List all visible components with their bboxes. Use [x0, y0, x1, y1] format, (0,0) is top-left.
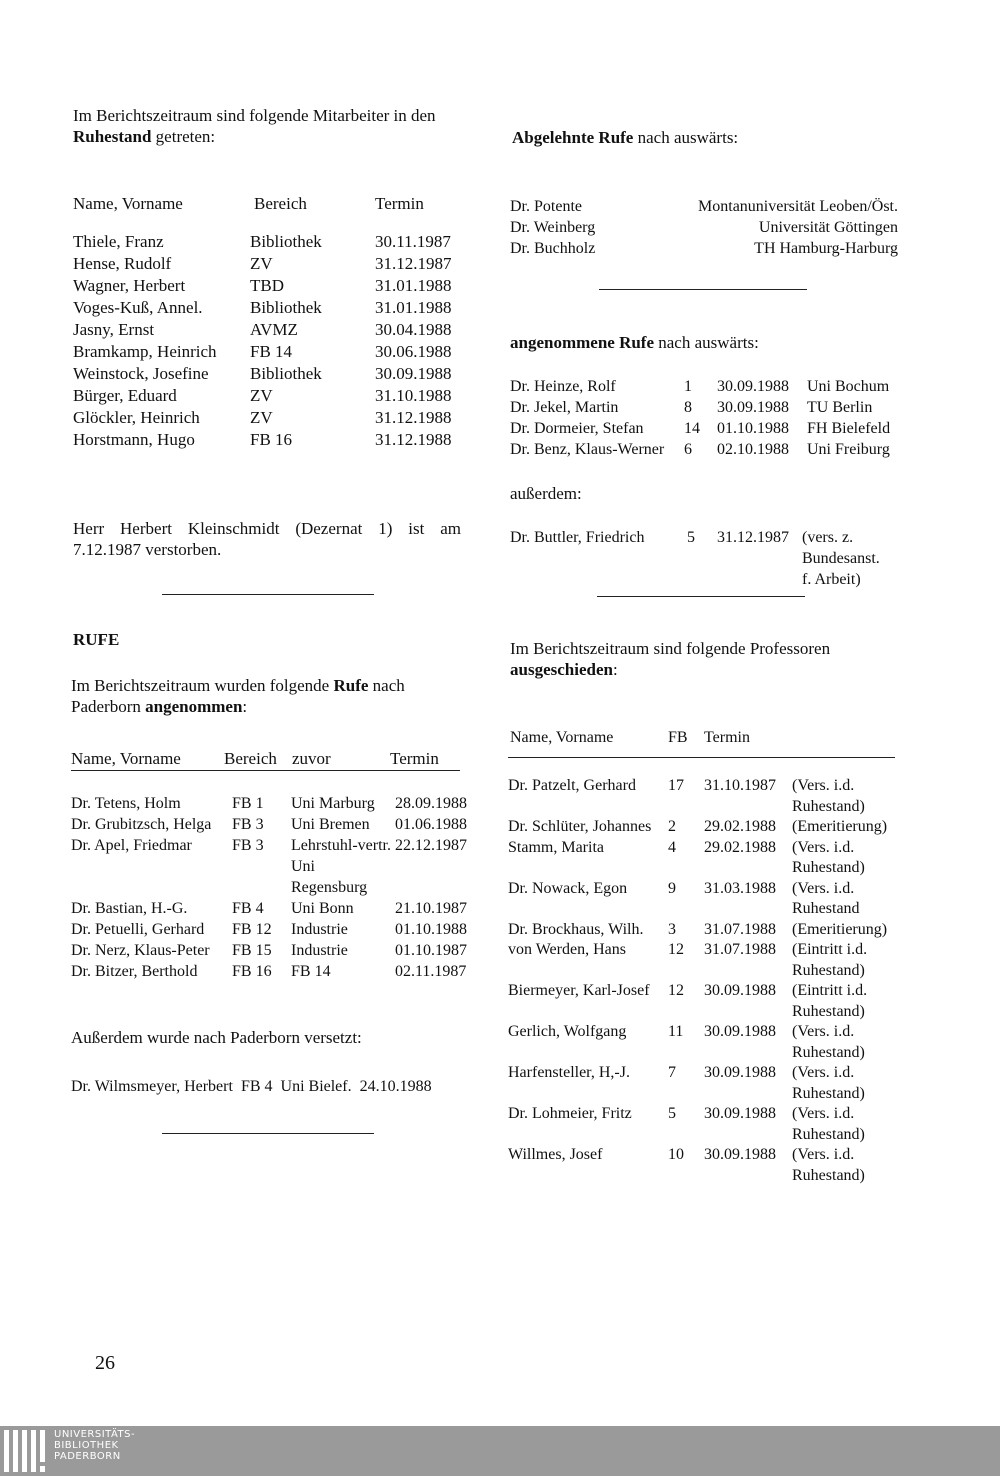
rufe-header-name: Name, Vorname	[71, 749, 181, 768]
professors-table	[508, 776, 900, 1186]
angenommen-table	[510, 376, 890, 460]
rufe-header-termin: Termin	[390, 749, 439, 768]
page-number: 26	[95, 1352, 115, 1374]
versetzt-row: Dr. Wilmsmeyer, Herbert FB 4 Uni Bielef. 24.10.1988	[71, 1078, 432, 1095]
table-row: Bürger, Eduard ZV 31.10.1988	[73, 386, 452, 405]
table-row: Wagner, Herbert TBD 31.01.1988	[73, 276, 452, 295]
table-row: Dr. Nowack, Egon 9 31.03.1988 (Vers. i.d. Ruhestand	[508, 879, 860, 917]
divider	[599, 289, 807, 290]
table-row: Willmes, Josef 10 30.09.1988 (Vers. i.d. Ruhestand)	[508, 1146, 865, 1184]
abgelehnt-name: Dr. Potente	[510, 198, 582, 215]
table-row: Dr. Petuelli, Gerhard FB 12 Industrie 01.10.1988	[71, 921, 467, 938]
abgelehnt-name: Dr. Weinberg	[510, 219, 596, 236]
table-row: Stamm, Marita 4 29.02.1988 (Vers. i.d. Ruhestand)	[508, 838, 865, 876]
table-row: Dr. Benz, Klaus-Werner 6 02.10.1988 Uni Freiburg	[510, 441, 890, 458]
table-row: Dr. Schlüter, Johannes 2 29.02.1988 (Emeritierung)	[508, 818, 888, 835]
abgelehnt-name: Dr. Buchholz	[510, 240, 596, 257]
table-row: Jasny, Ernst AVMZ 30.04.1988	[73, 320, 452, 339]
professors-header-fb: FB	[668, 729, 688, 746]
table-row: Dr. Nerz, Klaus-Peter FB 15 Industrie 01.10.1987	[71, 942, 467, 959]
table-row: Gerlich, Wolfgang 11 30.09.1988 (Vers. i.d. Ruhestand)	[508, 1023, 865, 1061]
header-name: Name, Vorname	[73, 194, 183, 213]
table-header	[73, 193, 468, 231]
library-logo-text: UNIVERSITÄTS- BIBLIOTHEK PADERBORN	[54, 1429, 136, 1462]
table-row: Dr. Bitzer, Berthold FB 16 FB 14 02.11.1987	[71, 963, 467, 980]
abgelehnt-place: Montanuniversität Leoben/Öst.	[698, 198, 898, 215]
table-row: Thiele, Franz Bibliothek 30.11.1987	[73, 232, 451, 251]
table-row: Dr. Brockhaus, Wilh. 3 31.07.1988 (Emeritierung)	[508, 920, 888, 938]
death-note: Herr Herbert Kleinschmidt (Dezernat 1) ist am 7.12.1987 verstorben.	[73, 519, 461, 559]
header-bereich: Bereich	[254, 194, 307, 213]
table-row: Bramkamp, Heinrich FB 14 30.06.1988	[73, 342, 452, 361]
table-row: Dr. Dormeier, Stefan 14 01.10.1988 FH Bielefeld	[510, 420, 891, 437]
rufe-header-rule	[71, 770, 460, 771]
table-row: Dr. Jekel, Martin 8 30.09.1988 TU Berlin	[510, 399, 873, 416]
table-row: Dr. Tetens, Holm FB 1 Uni Marburg 28.09.1988	[71, 795, 467, 812]
table-row: Dr. Patzelt, Gerhard 17 31.10.1987 (Vers. i.d. Ruhestand)	[508, 777, 865, 815]
rufe-header-bereich: Bereich	[224, 749, 277, 768]
header-termin: Termin	[375, 194, 424, 213]
table-row: Dr. Lohmeier, Fritz 5 30.09.1988 (Vers. i.d. Ruhestand)	[508, 1105, 865, 1143]
retirement-table	[73, 193, 468, 451]
table-row: Biermeyer, Karl-Josef 12 30.09.1988 (Eintritt i.d. Ruhestand)	[508, 982, 868, 1020]
table-row: Dr. Bastian, H.-G. FB 4 Uni Bonn 21.10.1987	[71, 900, 467, 917]
table-row: Voges-Kuß, Annel. Bibliothek 31.01.1988	[73, 298, 452, 317]
angenommen-heading: angenommene Rufe nach auswärts:	[510, 333, 759, 352]
table-row: Harfensteller, H,-J. 7 30.09.1988 (Vers. i.d. Ruhestand)	[508, 1064, 865, 1102]
retirement-intro: Im Berichtszeitraum sind folgende Mitarbeiter in den Ruhestand getreten:	[73, 106, 436, 146]
abgelehnt-heading: Abgelehnte Rufe nach auswärts:	[512, 128, 739, 147]
rufe-heading: RUFE	[73, 630, 120, 649]
ausserdem-label: außerdem:	[510, 484, 582, 503]
table-row: Horstmann, Hugo FB 16 31.12.1988	[73, 430, 452, 449]
table-row: Glöckler, Heinrich ZV 31.12.1988	[73, 408, 452, 427]
table-row: Dr. Buttler, Friedrich 5 31.12.1987 (vers. z. Bundesanst. f. Arbeit)	[510, 529, 880, 588]
abgelehnt-place: TH Hamburg-Harburg	[754, 240, 898, 257]
divider	[162, 1133, 374, 1134]
rufe-table	[71, 793, 467, 982]
divider	[162, 594, 374, 595]
table-row: Dr. Grubitzsch, Helga FB 3 Uni Bremen 01.06.1988	[71, 816, 467, 833]
table-row: Weinstock, Josefine Bibliothek 30.09.1988	[73, 364, 452, 383]
table-row: von Werden, Hans 12 31.07.1988 (Eintritt i.d. Ruhestand)	[508, 941, 868, 979]
divider	[597, 596, 805, 597]
table-row: Dr. Heinze, Rolf 1 30.09.1988 Uni Bochum	[510, 378, 890, 395]
rufe-intro: Im Berichtszeitraum wurden folgende Rufe nach Paderborn angenommen:	[71, 676, 405, 716]
professors-header-name: Name, Vorname	[510, 729, 614, 746]
abgelehnt-place: Universität Göttingen	[758, 219, 898, 236]
table-row: Hense, Rudolf ZV 31.12.1987	[73, 254, 452, 273]
versetzt-heading: Außerdem wurde nach Paderborn versetzt:	[71, 1028, 362, 1047]
library-footer	[0, 1426, 1000, 1476]
rufe-header-zuvor: zuvor	[292, 749, 331, 768]
professors-header-termin: Termin	[704, 729, 750, 746]
professors-header-rule	[508, 757, 895, 758]
professors-intro: Im Berichtszeitraum sind folgende Professoren ausgeschieden:	[510, 639, 831, 679]
ausserdem-table	[510, 527, 892, 590]
table-row: Dr. Apel, Friedmar FB 3 Lehrstuhl-vertr. Uni Regensburg 22.12.1987	[71, 837, 467, 896]
